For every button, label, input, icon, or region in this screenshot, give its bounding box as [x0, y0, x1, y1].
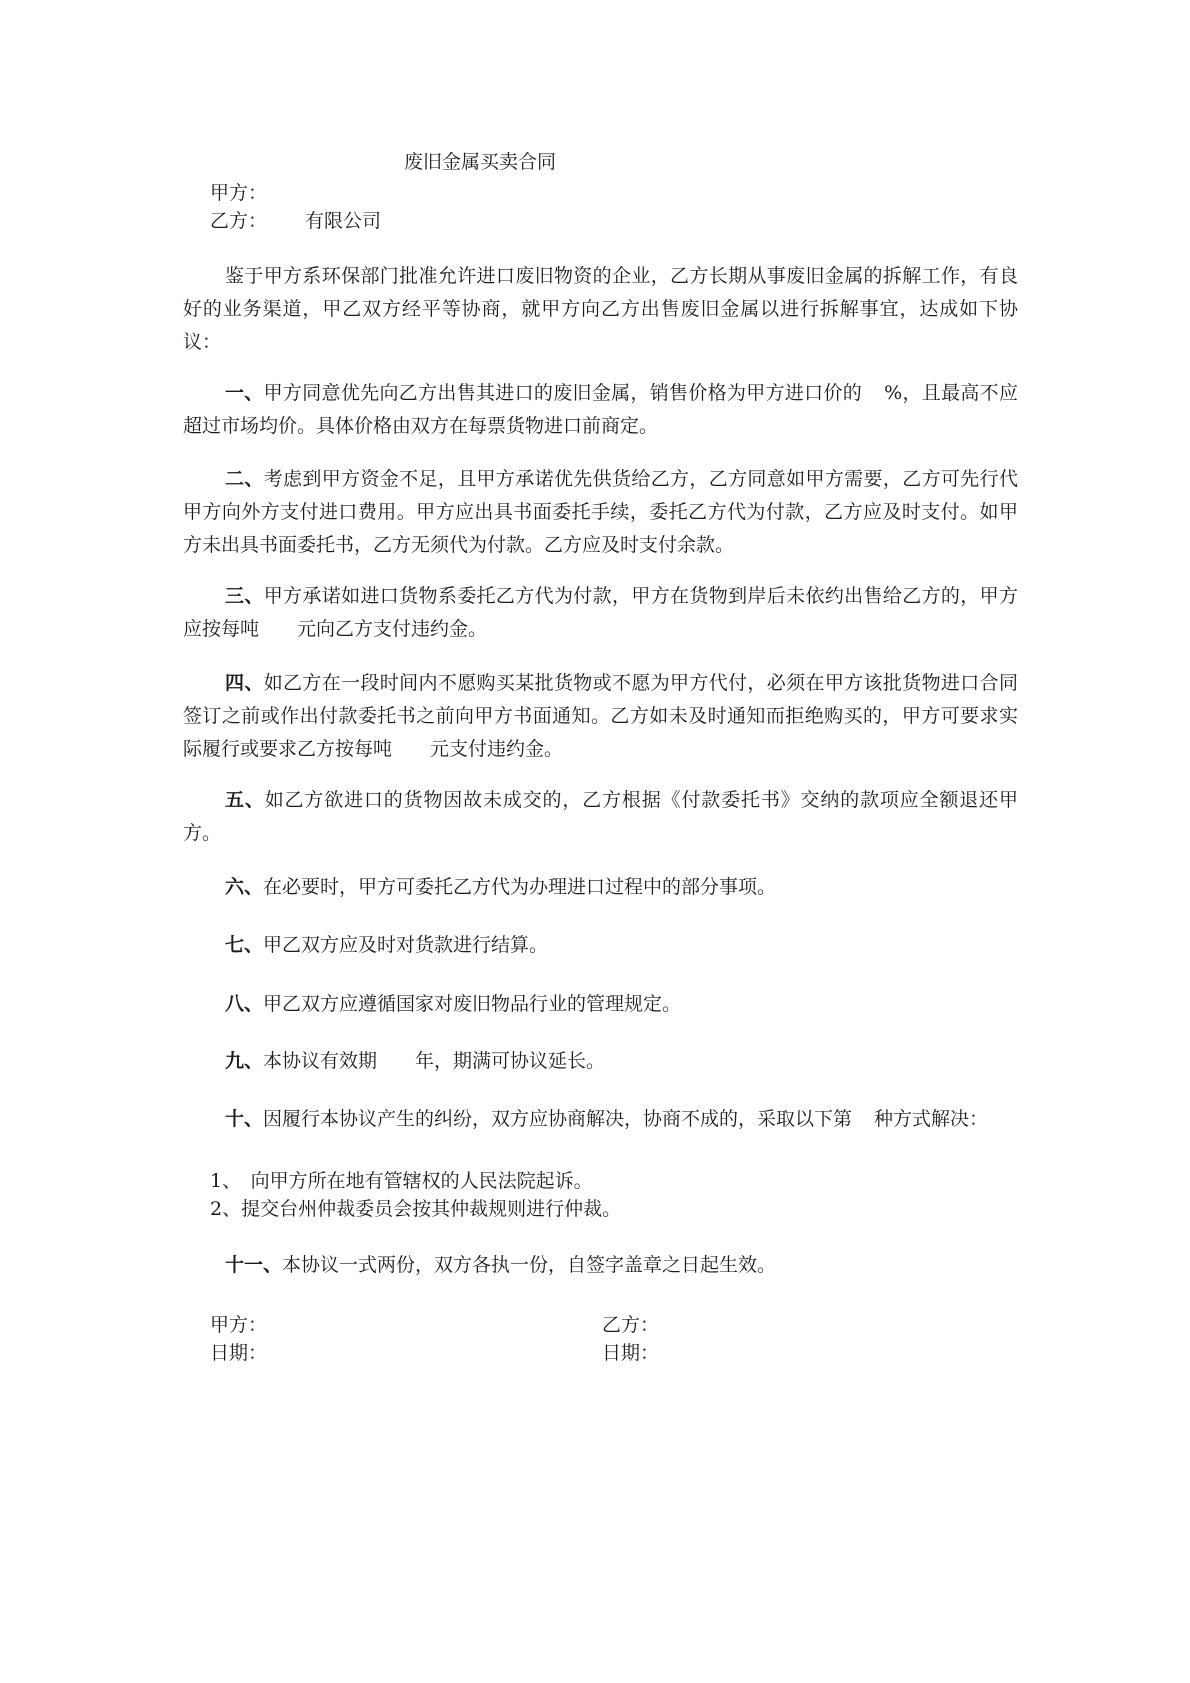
party-a-label: 甲方： [210, 182, 268, 204]
party-b-name: 有限公司 [305, 210, 382, 232]
party-b-label: 乙方： [210, 210, 268, 232]
clause-number: 七、 [225, 934, 264, 956]
clause-text: 年，期满可协议延长。 [415, 1050, 606, 1072]
contract-title: 废旧金属买卖合同 [404, 151, 557, 173]
clause-1 [183, 377, 1018, 443]
clause-11 [183, 1249, 1018, 1282]
clause-text: 甲乙双方应及时对货款进行结算。 [263, 934, 549, 956]
clause-text: 考虑到甲方资金不足，且甲方承诺优先供货给乙方，乙方同意如甲方需要，乙方可先行代甲方向外方支付进口费用。甲方应出具书面委托手续，委托乙方代为付款，乙方应及时支付。如甲方未出具书面委托书，乙方无须代为付款。乙方应及时支付余款。 [183, 468, 1018, 556]
party-b-line [210, 205, 381, 237]
clause-text: 元支付违约金。 [430, 738, 564, 760]
clause-number: 九、 [225, 1050, 264, 1072]
clause-text: 本协议有效期 [263, 1050, 378, 1072]
clause-number: 一、 [225, 382, 264, 404]
clause-9 [183, 1045, 1018, 1078]
clause-5 [183, 784, 1018, 850]
clause-4 [183, 667, 1018, 766]
signature-party-b: 乙方： [602, 1314, 660, 1336]
clause-text: 甲方承诺如进口货物系委托乙方代为付款，甲方在货物到岸后未依约出售给乙方的，甲方应按每吨 [183, 585, 1018, 640]
signature-party-a: 甲方： [210, 1314, 268, 1336]
preamble: 鉴于甲方系环保部门批准允许进口废旧物资的企业，乙方长期从事废旧金属的拆解工作，有良好的业务渠道，甲乙双方经平等协商，就甲方向乙方出售废旧金属以进行拆解事宜，达成如下协议： [183, 265, 1018, 353]
clause-text: 如乙方欲进口的货物因故未成交的，乙方根据《付款委托书》交纳的款项应全额退还甲方。 [183, 789, 1018, 844]
clause-7 [183, 929, 1018, 962]
clause-text: 本协议一式两份，双方各执一份，自签字盖章之日起生效。 [282, 1254, 777, 1276]
clause-text: %，且最高不应超过市场均价。具体价格由双方在每票货物进口前商定。 [183, 382, 1018, 437]
clause-10 [183, 1103, 1018, 1136]
signature-date-b: 日期： [602, 1342, 660, 1364]
clause-text: 种方式解决： [874, 1108, 989, 1130]
clause-text: 甲乙双方应遵循国家对废旧物品行业的管理规定。 [263, 993, 682, 1015]
clause-number: 十、 [225, 1108, 264, 1130]
clause-text: 元向乙方支付违约金。 [297, 618, 488, 640]
clause-2 [183, 463, 1018, 562]
clause-number: 五、 [225, 789, 265, 811]
clause-3 [183, 580, 1018, 646]
clause-8 [183, 988, 1018, 1021]
clause-text: 在必要时，甲方可委托乙方代为办理进口过程中的部分事项。 [263, 876, 777, 898]
signature-date-a: 日期： [210, 1342, 268, 1364]
clause-text: 因履行本协议产生的纠纷，双方应协商解决，协商不成的，采取以下第 [263, 1108, 853, 1130]
clause-10-option-2: 2、提交台州仲裁委员会按其仲裁规则进行仲裁。 [210, 1198, 622, 1220]
clause-6 [183, 871, 1018, 904]
clause-number: 三、 [225, 585, 264, 607]
clause-text: 如乙方在一段时间内不愿购买某批货物或不愿为甲方代付，必须在甲方该批货物进口合同签订之前或作出付款委托书之前向甲方书面通知。乙方如未及时通知而拒绝购买的，甲方可要求实际履行或要求乙方按每吨 [183, 672, 1018, 760]
clause-number: 六、 [225, 876, 264, 898]
clause-number: 十一、 [225, 1254, 283, 1276]
clause-number: 二、 [225, 468, 264, 490]
clause-number: 四、 [225, 672, 264, 694]
clause-10-option-1: 1、 向甲方所在地有管辖权的人民法院起诉。 [210, 1170, 593, 1192]
clause-text: 甲方同意优先向乙方出售其进口的废旧金属，销售价格为甲方进口价的 [263, 382, 863, 404]
clause-number: 八、 [225, 993, 264, 1015]
